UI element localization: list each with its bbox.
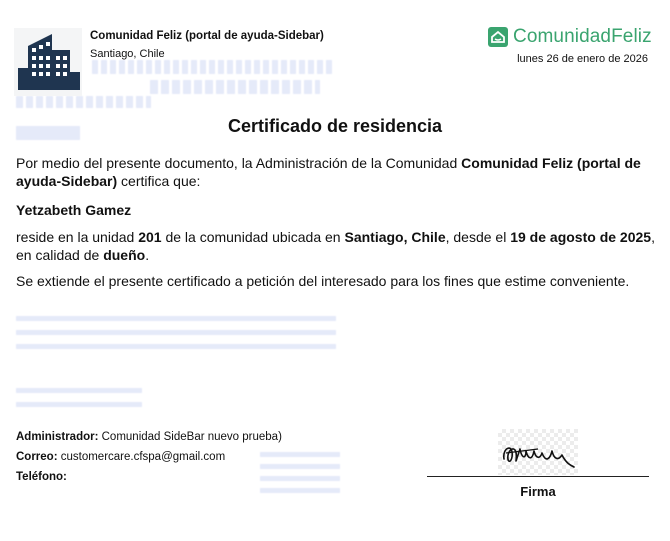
ghost-artifact-2: [150, 80, 320, 94]
admin-line: [16, 431, 282, 443]
ghost-artifact-3: [16, 96, 151, 108]
residence-paragraph: [16, 228, 656, 264]
unit-number: 201: [138, 229, 162, 245]
certificate-title: Certificado de residencia: [227, 116, 443, 136]
admin-label: Administrador:: [16, 431, 99, 443]
email-line: [16, 451, 225, 463]
intro-paragraph: [16, 154, 656, 190]
phone-label: Teléfono:: [16, 471, 67, 483]
admin-value: Comunidad SideBar nuevo prueba): [98, 431, 282, 443]
ghost-artifact-1: [92, 60, 332, 74]
house-icon: [488, 27, 508, 47]
res-text-2: de la comunidad ubicada en: [161, 229, 345, 245]
location: Santiago, Chile: [344, 229, 446, 245]
signature-image: [498, 429, 578, 475]
resident-role: dueño: [103, 247, 146, 263]
ghost-artifact-7: [260, 452, 340, 498]
building-icon: [14, 28, 82, 96]
intro-org: Comunidad Feliz (portal de ayuda-Sidebar): [16, 155, 641, 189]
ghost-artifact-5: [16, 316, 336, 358]
signature-label: Firma: [520, 484, 556, 499]
ghost-artifact-6: [16, 388, 142, 416]
email-value: customercare.cfspa@gmail.com: [57, 451, 226, 463]
org-city: Santiago, Chile: [90, 48, 165, 60]
resident-name: Yetzabeth Gamez: [16, 202, 132, 218]
since-date: 19 de agosto de 2025: [510, 229, 652, 245]
res-text-5: .: [145, 247, 150, 263]
brand-name: ComunidadFeliz: [513, 26, 652, 47]
intro-suffix: certifica que:: [117, 173, 201, 189]
closing-paragraph: Se extiende el presente certificado a petición del interesado para los fines que estime conveniente.: [16, 273, 630, 289]
phone-line: [16, 471, 67, 483]
res-text-3: , desde el: [445, 229, 511, 245]
res-text-4: , en calidad de: [16, 229, 655, 263]
brand-logo: [488, 26, 652, 48]
community-logo: [14, 28, 82, 96]
document-date: lunes 26 de enero de 2026: [517, 53, 648, 65]
email-label: Correo:: [16, 451, 58, 463]
org-name: Comunidad Feliz (portal de ayuda-Sidebar): [90, 30, 324, 42]
res-text-1: reside en la unidad: [16, 229, 139, 245]
signature-line: [427, 476, 649, 477]
intro-prefix: Por medio del presente documento, la Administración de la Comunidad: [16, 155, 462, 171]
